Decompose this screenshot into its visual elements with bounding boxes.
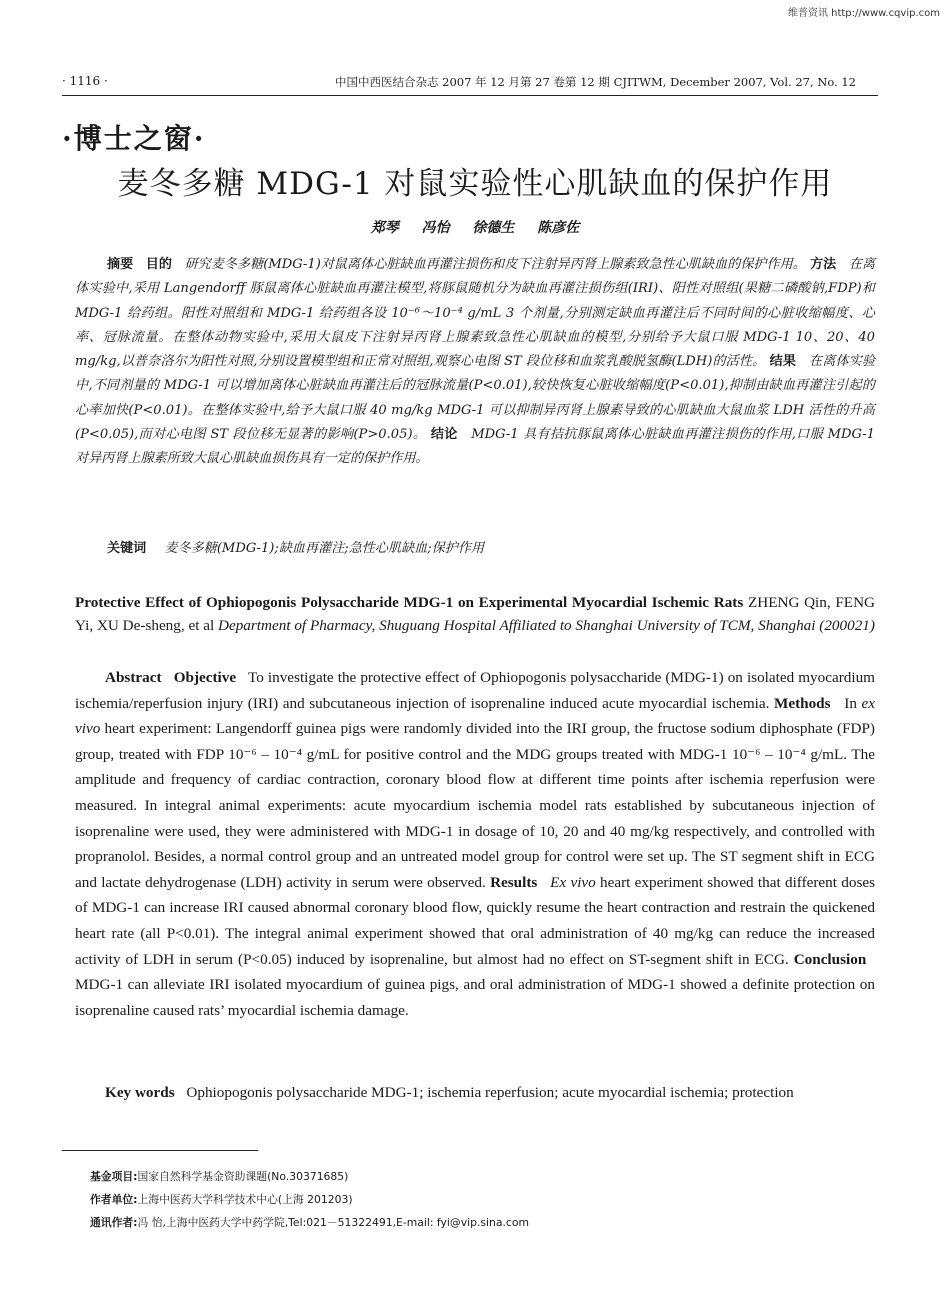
running-head: 中国中西医结合杂志 2007 年 12 月第 27 卷第 12 期 CJITWM, December 2007, Vol. 27, No. 12 [335, 75, 857, 89]
en-results-text: heart experiment showed that different doses of MDG-1 can increase IRI caused abnormal coronary blood flow, quickly resume the heart contraction and restrain the quickened heart rate (all P<0.01). The integral animal experiment showed that oral administration of 40 mg/kg can reduce the increased activity of LDH in serum (P<0.05) induced by isoprenaline, but almost had no effect on ST-segment shift in ECG. [75, 873, 876, 968]
contact-text: 冯 怡,上海中医药大学中药学院,Tel:021－51322491,E-mail: fyi@vip.sina.com [137, 1216, 529, 1229]
en-keywords-text: Ophiopogonis polysaccharide MDG-1; ischemia reperfusion; acute myocardial ischemia; protection [186, 1084, 794, 1101]
fund-text: 国家自然科学基金资助课题(No.30371685) [137, 1170, 349, 1183]
english-keywords [75, 1080, 875, 1106]
unit-label: 作者单位: [90, 1193, 138, 1206]
column-label: ·博士之窗· [62, 122, 206, 155]
contact-label: 通讯作者: [90, 1216, 138, 1229]
keywords-label: 关键词 [107, 541, 147, 556]
english-title: Protective Effect of Ophiopogonis Polysaccharide MDG-1 on Experimental Myocardial Ischemic Rats [75, 594, 744, 611]
footnote-unit [90, 1188, 880, 1211]
english-affiliation: Department of Pharmacy, Shuguang Hospital Affiliated to Shanghai University of TCM, Shanghai (200021) [217, 616, 875, 634]
conclusion-label: 结论 [430, 427, 458, 443]
en-methods-prefix: In [844, 694, 857, 712]
objective-label: 目的 [145, 257, 173, 272]
results-text: 在离体实验中,不同剂量的 MDG-1 可以增加离体心脏缺血再灌注后的冠脉流量(P<0.01),较快恢复心脏收缩幅度(P<0.01),抑制由缺血再灌注引起的心率加快(P<0.01)。在整体实验中,给予大鼠口服 40 mg/kg MDG-1 可以抑制异丙肾上腺素导致的心肌缺血大鼠血浆 LDH 活性的升高(P<0.05),而对心电图 ST 段位移无显著的影响(P>0.05)。 [75, 354, 875, 443]
english-title-block [75, 592, 875, 637]
header-rule [62, 95, 878, 96]
author-list: 郑琴 冯怡 徐德生 陈彦佐 [370, 220, 580, 236]
article-title: 麦冬多糖 MDG-1 对鼠实验性心肌缺血的保护作用 [117, 166, 833, 202]
watermark: 维普资讯 http://www.cqvip.com [787, 8, 940, 19]
en-objective-label: Objective [173, 669, 237, 686]
fund-label: 基金项目: [90, 1170, 138, 1183]
en-abstract-label: Abstract [105, 669, 162, 686]
chinese-abstract [75, 253, 875, 472]
english-abstract [75, 665, 875, 1023]
en-results-exvivo: Ex vivo [550, 873, 596, 891]
methods-label: 方法 [810, 257, 837, 272]
english-authors: ZHENG Qin, FENG Yi, XU De-sheng, et al [75, 594, 876, 634]
conclusion-text: MDG-1 具有拮抗豚鼠离体心脏缺血再灌注损伤的作用,口服 MDG-1 对异丙肾上腺素所致大鼠心肌缺血损伤具有一定的保护作用。 [75, 427, 876, 467]
en-objective-text: To investigate the protective effect of Ophiopogonis polysaccharide (MDG-1) on isolated myocardium ischemia/reperfusion injury (IRI) and subcutaneous injection of isoprenaline induced acute myocardial ischemia. [75, 669, 875, 712]
methods-text: 在离体实验中,采用 Langendorff 豚鼠离体心脏缺血再灌注模型,将豚鼠随机分为缺血再灌注损伤组(IRI)、阳性对照组(果糖二磷酸钠,FDP)和 MDG-1 给药组。阳性对照组和 MDG-1 给药组各设 10⁻⁶～10⁻⁴ g/mL 3 个剂量,分别测定缺血再灌注后不同时间的心脏收缩幅度、心率、冠脉流量。在整体动物实验中,采用大鼠皮下注射异丙肾上腺素致急性心肌缺血的模型,分别给予大鼠口服 MDG-1 10、20、40 mg/kg,以普奈洛尔为阳性对照,分别设置模型组和正常对照组,观察心电图 ST 段位移和血浆乳酸脱氢酶(LDH)的活性。 [75, 257, 876, 370]
chinese-keywords [107, 537, 877, 556]
results-label: 结果 [769, 354, 797, 370]
page-number: · 1116 · [62, 74, 108, 88]
en-results-label: Results [490, 873, 538, 891]
unit-text: 上海中医药大学科学技术中心(上海 201203) [137, 1193, 353, 1206]
en-conclusion-text: MDG-1 can alleviate IRI isolated myocardium of guinea pigs, and oral administration of MDG-1 showed a definite protection on isoprenaline caused rats’ myocardial ischemia damage. [75, 976, 875, 1019]
en-conclusion-label: Conclusion [793, 950, 867, 968]
en-keywords-label: Key words [105, 1084, 175, 1101]
en-methods-text: heart experiment: Langendorff guinea pigs were randomly divided into the IRI group, the fructose sodium diphosphate (FDP) group, treated with FDP 10⁻⁶ – 10⁻⁴ g/mL for positive control and the MDG groups treated with MDG-1 10⁻⁶ – 10⁻⁴ g/mL. The amplitude and frequency of cardiac contraction, coronary blood flow at different time points after ischemia reperfusion were measured. In integral animal experiments: acute myocardium ischemia model rats established by subcutaneous injection of isoprenaline were used, they were administered with MDG-1 in dosage of 10, 20 and 40 mg/kg respectively, and controlled with propranolol. Besides, a normal control group and an untreated model group for control were set up. The ST segment shift in ECG and lactate dehydrogenase (LDH) activity in serum were observed. [75, 720, 875, 891]
keywords-text: 麦冬多糖(MDG-1);缺血再灌注;急性心肌缺血;保护作用 [164, 541, 485, 556]
footnote-contact [90, 1211, 880, 1234]
footnote-rule [62, 1150, 258, 1151]
en-methods-label: Methods [774, 694, 831, 712]
footnotes [90, 1165, 880, 1234]
footnote-fund [90, 1165, 880, 1188]
abstract-label: 摘要 [107, 257, 134, 272]
en-methods-exvivo: ex vivo [75, 694, 876, 738]
objective-text: 研究麦冬多糖(MDG-1)对鼠离体心脏缺血再灌注损伤和皮下注射异丙肾上腺素致急性心肌缺血的保护作用。 [184, 257, 806, 272]
